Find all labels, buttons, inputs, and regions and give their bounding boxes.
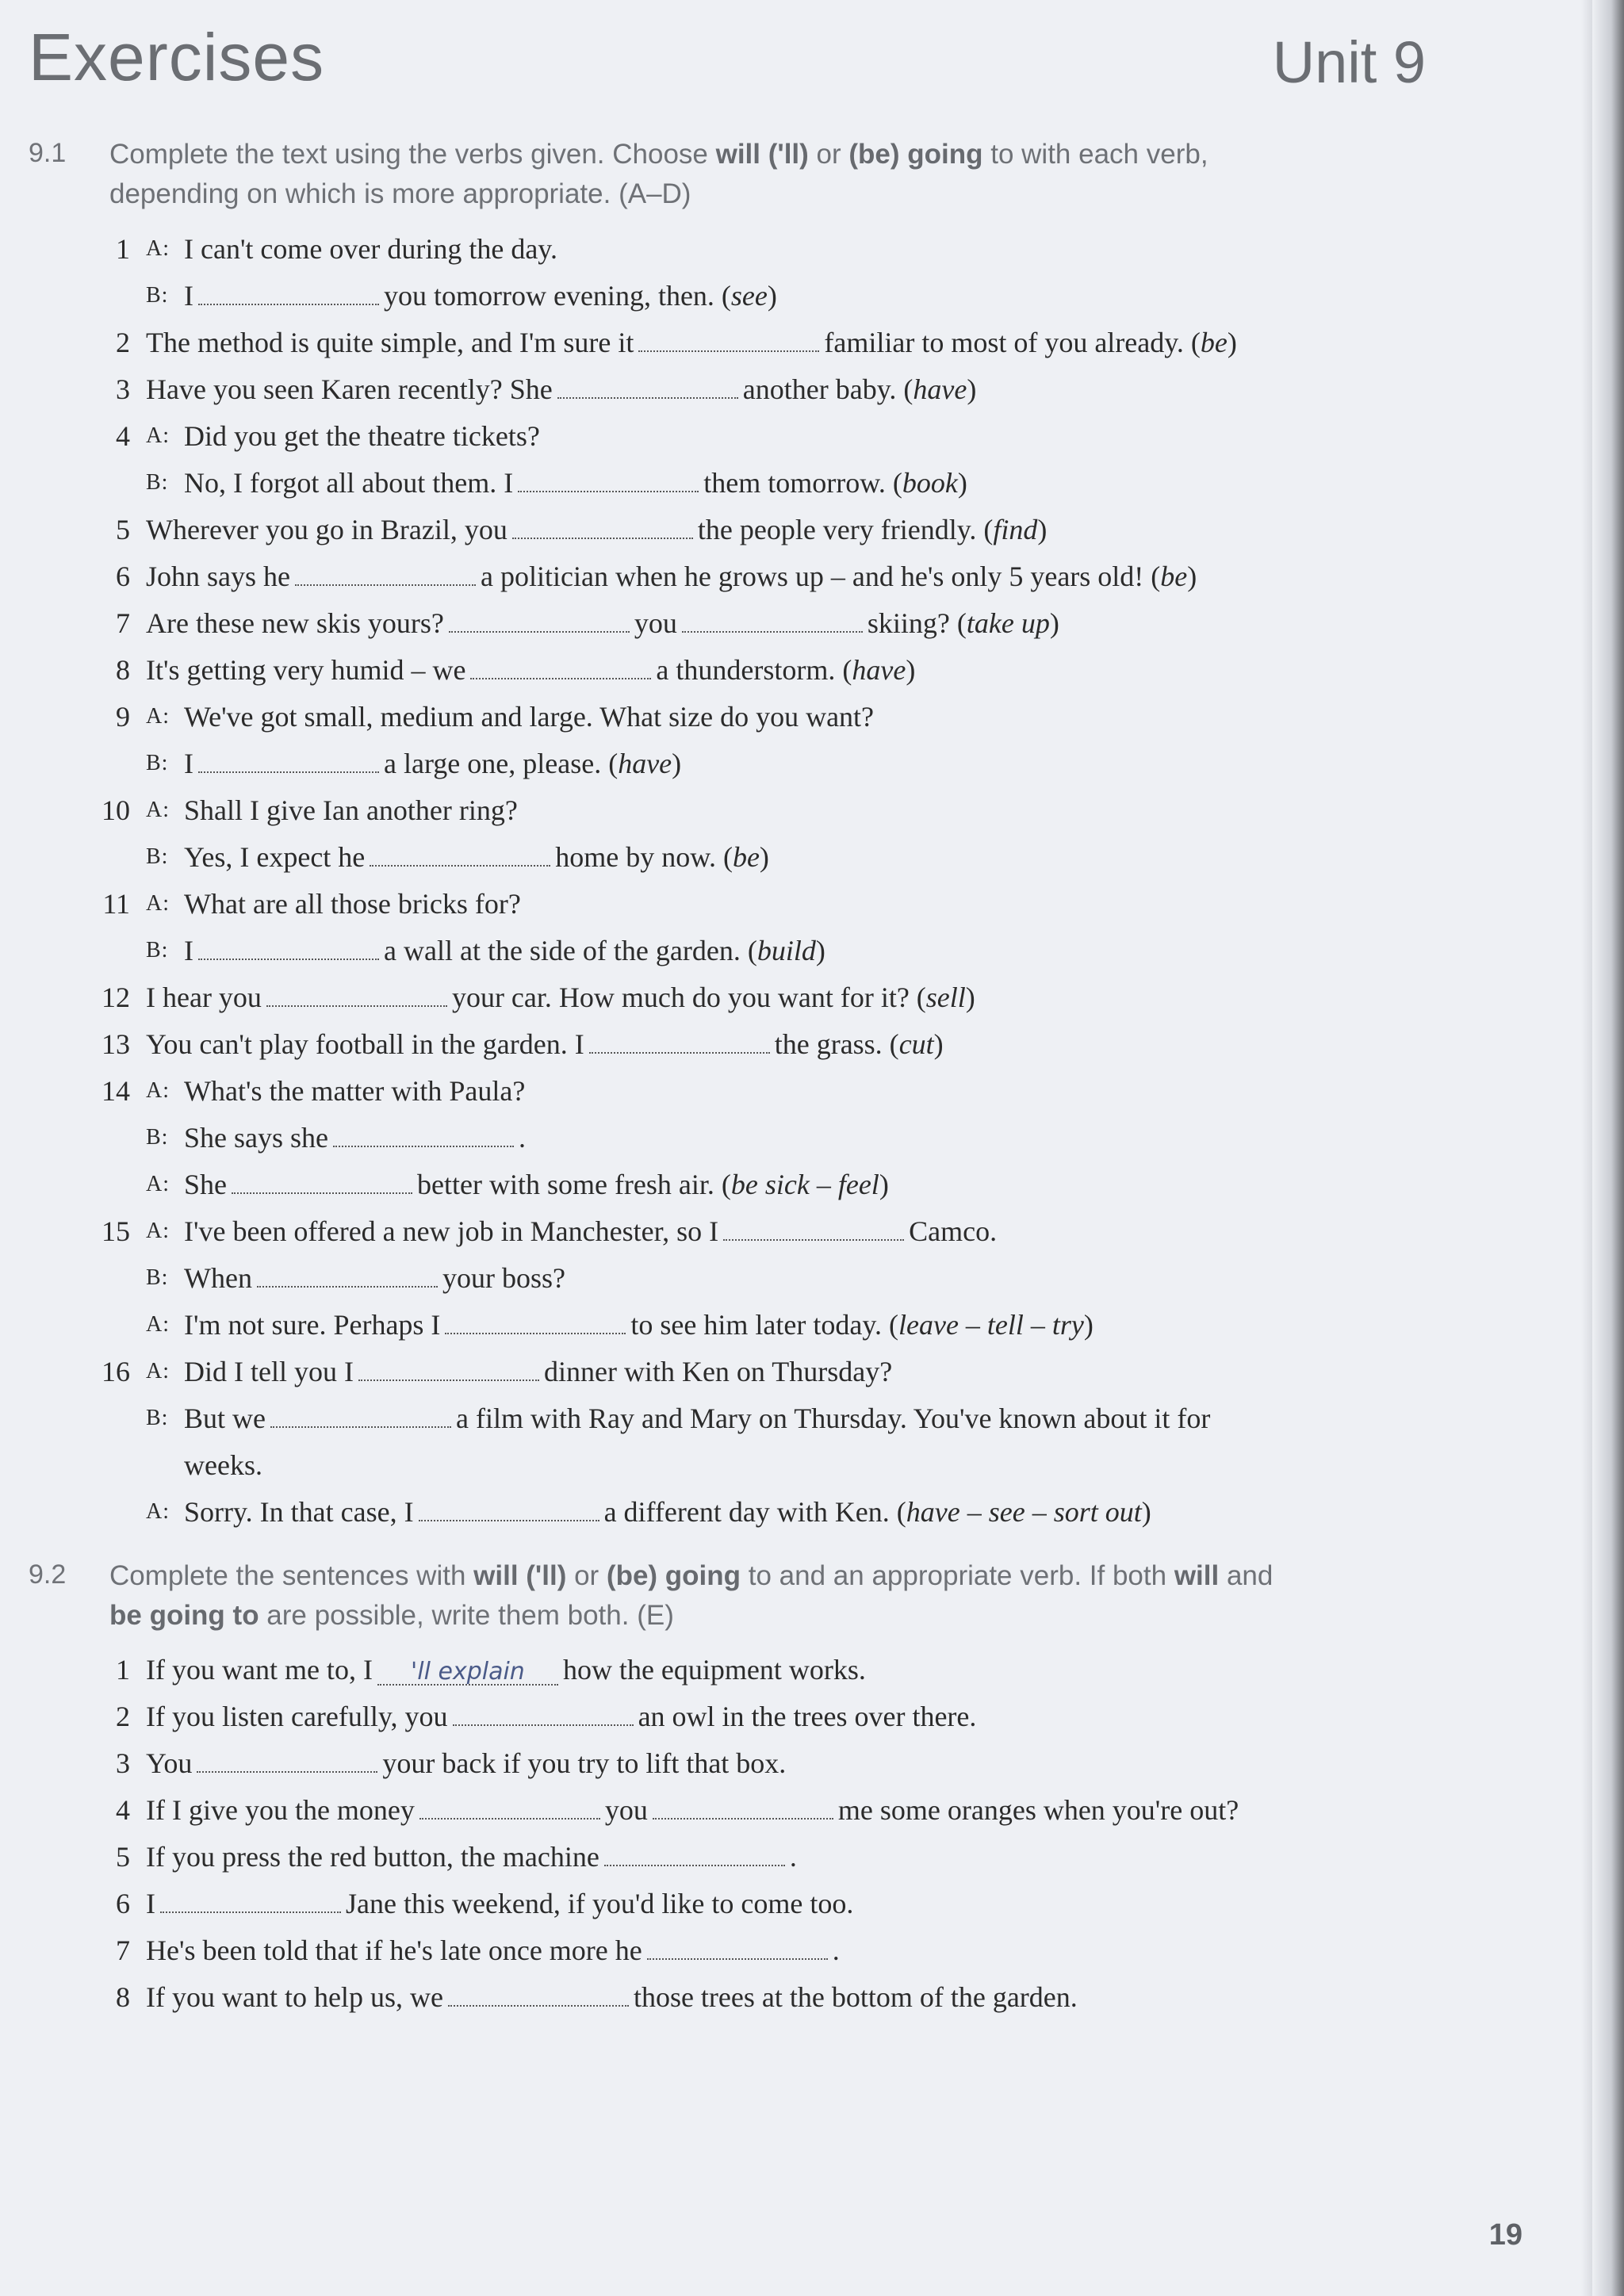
item-text: We've got small, medium and large. What size do you want? xyxy=(184,701,875,733)
item-number: 1 xyxy=(116,1654,130,1686)
answer-blank[interactable] xyxy=(257,1262,438,1288)
item-number: 4 xyxy=(116,1794,130,1826)
answer-blank[interactable] xyxy=(647,1934,828,1960)
verb-hint: take up xyxy=(966,607,1050,639)
instruction-line: depending on which is more appropriate. (A–D) xyxy=(109,178,691,209)
item-text: If you press the red button, the machine . xyxy=(146,1841,797,1873)
item-text: If you want to help us, we those trees at the bottom of the garden. xyxy=(146,1981,1078,2013)
page-title: Exercises xyxy=(29,20,325,94)
item-text: Are these new skis yours? you skiing? (take up) xyxy=(146,607,1059,639)
item-text: When your boss? xyxy=(184,1262,565,1294)
answer-blank[interactable] xyxy=(445,1309,626,1334)
speaker-label: B: xyxy=(146,751,169,775)
item-text: If you listen carefully, you an owl in the trees over there. xyxy=(146,1701,977,1732)
item-text: John says he a politician when he grows up – and he's only 5 years old! (be) xyxy=(146,561,1197,592)
answer-blank[interactable] xyxy=(333,1122,514,1147)
item-number: 1 xyxy=(116,233,130,265)
item-number: 16 xyxy=(102,1356,130,1387)
speaker-label: A: xyxy=(146,704,170,729)
answer-blank[interactable] xyxy=(198,935,379,960)
verb-hint: have – see – sort out xyxy=(906,1496,1142,1528)
answer-blank[interactable] xyxy=(653,1794,833,1820)
answer-blank[interactable] xyxy=(270,1402,451,1428)
verb-hint: be xyxy=(732,841,760,873)
item-text: Sorry. In that case, I a different day with Ken. (have – see – sort out) xyxy=(184,1496,1151,1528)
item-number: 2 xyxy=(116,1701,130,1732)
exercise-number: 9.1 xyxy=(29,138,67,168)
item-number: 15 xyxy=(102,1215,130,1247)
speaker-label: B: xyxy=(146,470,169,495)
item-text: I a wall at the side of the garden. (build) xyxy=(184,935,825,966)
item-text: Have you seen Karen recently? She another baby. (have) xyxy=(146,373,977,405)
item-text: I you tomorrow evening, then. (see) xyxy=(184,280,777,312)
item-number: 9 xyxy=(116,701,130,733)
answer-blank[interactable] xyxy=(512,514,693,539)
answer-blank[interactable] xyxy=(370,841,550,867)
speaker-label: B: xyxy=(146,1125,169,1150)
verb-hint: build xyxy=(756,935,816,966)
speaker-label: A: xyxy=(146,1312,170,1337)
item-number: 10 xyxy=(102,794,130,826)
answer-blank[interactable] xyxy=(557,373,738,399)
answer-blank[interactable] xyxy=(453,1701,634,1726)
item-text: It's getting very humid – we a thunderstorm. (have) xyxy=(146,654,916,686)
item-text: I a large one, please. (have) xyxy=(184,748,682,779)
verb-hint: have xyxy=(618,748,672,779)
item-text: She says she . xyxy=(184,1122,526,1154)
answer-blank[interactable] xyxy=(723,1215,904,1241)
item-text: I hear you your car. How much do you want for it? (sell) xyxy=(146,982,975,1013)
verb-hint: have xyxy=(852,654,906,686)
answer-blank[interactable] xyxy=(638,327,819,352)
item-number: 13 xyxy=(102,1028,130,1060)
unit-label: Unit 9 xyxy=(1272,29,1426,95)
item-text: What's the matter with Paula? xyxy=(184,1075,526,1107)
page-edge-shadow xyxy=(1592,0,1624,2296)
item-text: I can't come over during the day. xyxy=(184,233,557,265)
item-text: I've been offered a new job in Manchester, so I Camco. xyxy=(184,1215,998,1247)
verb-hint: have xyxy=(913,373,967,405)
speaker-label: A: xyxy=(146,236,170,261)
exercise-instructions xyxy=(109,1556,1410,1636)
item-text: What are all those bricks for? xyxy=(184,888,521,920)
item-text: Did I tell you I dinner with Ken on Thursday? xyxy=(184,1356,893,1387)
speaker-label: A: xyxy=(146,1499,170,1524)
item-number: 3 xyxy=(116,373,130,405)
item-text: Yes, I expect he home by now. (be) xyxy=(184,841,769,873)
exercise-number: 9.2 xyxy=(29,1559,67,1590)
item-number: 14 xyxy=(102,1075,130,1107)
speaker-label: A: xyxy=(146,891,170,916)
verb-hint: leave – tell – try xyxy=(898,1309,1084,1341)
verb-hint: find xyxy=(993,514,1038,545)
verb-hint: be sick – feel xyxy=(730,1169,879,1200)
verb-hint: sell xyxy=(925,982,966,1013)
answer-blank[interactable] xyxy=(198,748,379,773)
item-number: 7 xyxy=(116,1934,130,1966)
item-text: He's been told that if he's late once more he . xyxy=(146,1934,840,1966)
item-number: 5 xyxy=(116,514,130,545)
item-number: 6 xyxy=(116,561,130,592)
item-text: She better with some fresh air. (be sick – feel) xyxy=(184,1169,889,1200)
answer-blank[interactable] xyxy=(358,1356,539,1381)
speaker-label: A: xyxy=(146,1219,170,1243)
answer-blank[interactable] xyxy=(266,982,447,1007)
answer-blank[interactable] xyxy=(682,607,863,633)
verb-hint: see xyxy=(730,280,768,312)
answer-blank[interactable] xyxy=(232,1169,412,1194)
answer-blank[interactable] xyxy=(198,280,379,305)
answer-blank[interactable] xyxy=(604,1841,785,1866)
item-text: If you want me to, I 'll explain how the equipment works. xyxy=(146,1654,866,1686)
item-text: The method is quite simple, and I'm sure it familiar to most of you already. (be) xyxy=(146,327,1237,358)
item-number: 4 xyxy=(116,420,130,452)
speaker-label: B: xyxy=(146,844,169,869)
speaker-label: B: xyxy=(146,1406,169,1430)
instruction-line: Complete the text using the verbs given. Choose will ('ll) or (be) going to with each verb, xyxy=(109,139,1208,170)
answer-blank[interactable] xyxy=(470,654,651,679)
verb-hint: cut xyxy=(898,1028,934,1060)
item-number: 11 xyxy=(102,888,130,920)
answer-blank[interactable] xyxy=(419,1794,600,1820)
item-text: weeks. xyxy=(184,1449,262,1481)
instruction-line: be going to are possible, write them both. (E) xyxy=(109,1600,674,1631)
speaker-label: A: xyxy=(146,423,170,448)
item-text: Shall I give Ian another ring? xyxy=(184,794,518,826)
item-text: Wherever you go in Brazil, you the people very friendly. (find) xyxy=(146,514,1048,545)
item-text: If I give you the money you me some oranges when you're out? xyxy=(146,1794,1239,1826)
exercise-instructions xyxy=(109,135,1410,214)
item-text: I Jane this weekend, if you'd like to come too. xyxy=(146,1888,854,1919)
item-number: 8 xyxy=(116,654,130,686)
item-text: You can't play football in the garden. I the grass. (cut) xyxy=(146,1028,944,1060)
handwritten-answer[interactable]: 'll explain xyxy=(377,1660,558,1686)
item-number: 2 xyxy=(116,327,130,358)
speaker-label: B: xyxy=(146,938,169,962)
item-number: 3 xyxy=(116,1747,130,1779)
answer-blank[interactable] xyxy=(518,467,699,492)
speaker-label: B: xyxy=(146,1265,169,1290)
item-number: 8 xyxy=(116,1981,130,2013)
answer-blank[interactable] xyxy=(295,561,476,586)
verb-hint: be xyxy=(1160,561,1188,592)
item-text: You your back if you try to lift that box. xyxy=(146,1747,787,1779)
page-gutter-shadow xyxy=(1581,0,1592,2296)
speaker-label: A: xyxy=(146,1078,170,1103)
answer-blank[interactable] xyxy=(589,1028,770,1054)
item-number: 6 xyxy=(116,1888,130,1919)
item-number: 5 xyxy=(116,1841,130,1873)
speaker-label: A: xyxy=(146,1172,170,1196)
item-text: But we a film with Ray and Mary on Thursday. You've known about it for xyxy=(184,1402,1211,1434)
answer-blank[interactable] xyxy=(197,1747,377,1773)
speaker-label: B: xyxy=(146,283,169,308)
item-text: Did you get the theatre tickets? xyxy=(184,420,540,452)
verb-hint: be xyxy=(1200,327,1228,358)
answer-blank[interactable] xyxy=(160,1888,341,1913)
page-number: 19 xyxy=(1488,2218,1522,2252)
item-number: 12 xyxy=(102,982,130,1013)
item-text: I'm not sure. Perhaps I to see him later today. (leave – tell – try) xyxy=(184,1309,1094,1341)
instruction-line: Complete the sentences with will ('ll) or (be) going to and an appropriate verb. If both will and xyxy=(109,1560,1274,1591)
answer-blank[interactable] xyxy=(448,1981,629,2007)
answer-blank[interactable] xyxy=(449,607,630,633)
speaker-label: A: xyxy=(146,798,170,822)
item-text: No, I forgot all about them. I them tomorrow. (book) xyxy=(184,467,967,499)
item-number: 7 xyxy=(116,607,130,639)
speaker-label: A: xyxy=(146,1359,170,1383)
verb-hint: book xyxy=(902,467,958,499)
answer-blank[interactable] xyxy=(419,1496,599,1521)
